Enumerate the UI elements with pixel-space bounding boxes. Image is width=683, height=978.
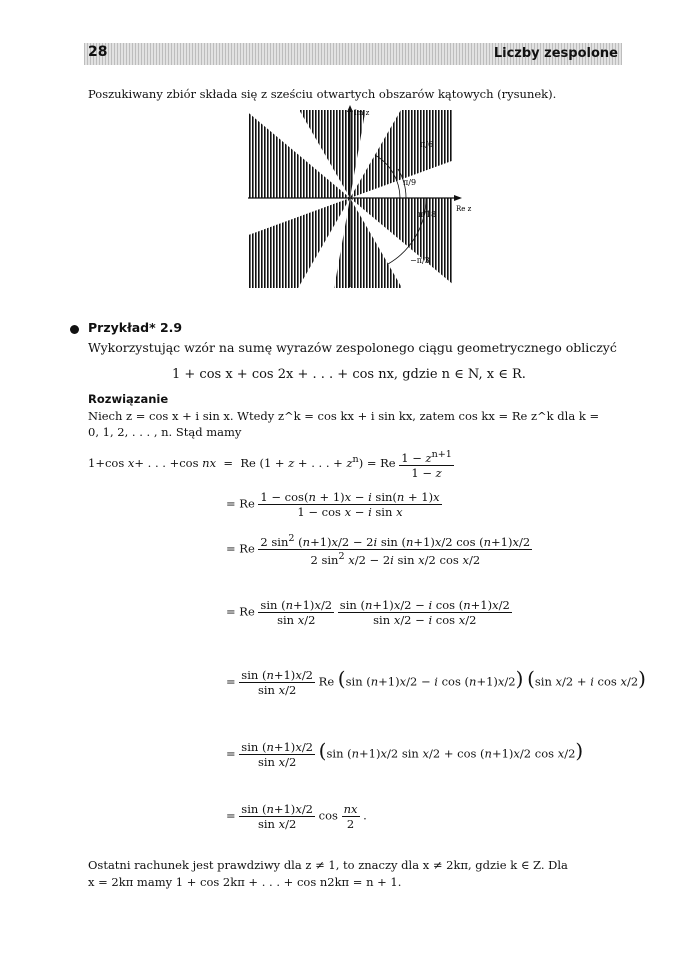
angle-pi-18: π/18 [418,210,437,219]
solution-intro-1: Niech z = cos x + i sin x. Wtedy z^k = cos kx + i sin kx, zatem cos kx = Re z^k dla k = [88,409,600,423]
example-bullet [70,325,79,334]
im-axis-label: Im z [354,109,370,117]
equation-line-2: = Re $\frac{\text{1 − cos(n + 1)x − i sin(n + 1)x}}{\text{1 − cos x − i sin x}}$ [226,490,440,519]
angle-minus-pi-3: −π/3 [410,256,430,265]
equation-line-4: = Re $\frac{\sin (n+1)x/2}{\text{sin x/2}}$ $\frac{\text{sin (n+1)x/2 − i cos (n+1)x/2}}{\text{sin x/2 − i cos x/2}}$ [226,598,510,627]
solution-heading: Rozwiązanie [88,392,169,406]
equation-line-1: 1+cos x+ . . . +cos nx = Re (1 + z + . . . + $z^n) = Re$ $\frac{1 - z^{n+1}}{1 - z}$ [88,449,452,480]
angle-pi-9: π/9 [403,178,417,187]
example-formula: 1 + cos x + cos 2x + . . . + cos nx, gdzie n ∈ N, x ∈ R. [172,367,526,382]
example-title: Przykład* 2.9 [88,320,183,335]
equation-line-3: = Re $\frac{2 \sin^2 (n+1)x/2 - 2i \sin (n+1)x/2 \cos (n+1)x/2}{2 \sin^2 x/2 - 2i \sin x/2 \cos x/2}$ [226,533,531,567]
re-axis-label: Re z [456,205,472,213]
equation-line-7: = $\frac{\sin (n+1)x/2}{\text{sin x/2}}$ cos $\frac{nx}{2}$ . [226,802,367,831]
equation-line-5: = $\frac{\sin (n+1)x/2}{\text{sin x/2}}$ Re (sin (n+1)x/2 − i cos (n+1)x/2) (sin x/2 + i cos x/2) [226,666,646,697]
angular-regions-figure [240,105,500,290]
page-header [84,43,622,65]
angular-region-4 [240,198,350,290]
solution-conclusion-2: x = 2kπ mamy 1 + cos 2kπ + . . . + cos n2kπ = n + 1. [88,875,402,889]
solution-conclusion-1: Ostatni rachunek jest prawdziwy dla z ≠ 1, to znaczy dla x ≠ 2kπ, gdzie k ∈ Z. Dla [88,858,568,872]
example-task: Wykorzystując wzór na sumę wyrazów zespolonego ciągu geometrycznego obliczyć [88,340,617,355]
angular-region-1 [350,105,500,198]
page-number: 28 [88,44,108,60]
solution-intro-2: 0, 1, 2, . . . , n. Stąd mamy [88,425,242,439]
equation-line-6: = $\frac{\sin (n+1)x/2}{\text{sin x/2}}$ (sin (n+1)x/2 sin x/2 + cos (n+1)x/2 cos x/2) [226,738,584,769]
intro-text: Poszukiwany zbiór składa się z sześciu otwartych obszarów kątowych (rysunek). [88,87,557,101]
chapter-title: Liczby zespolone [493,46,618,61]
angle-pi-6: π/6 [420,140,434,149]
